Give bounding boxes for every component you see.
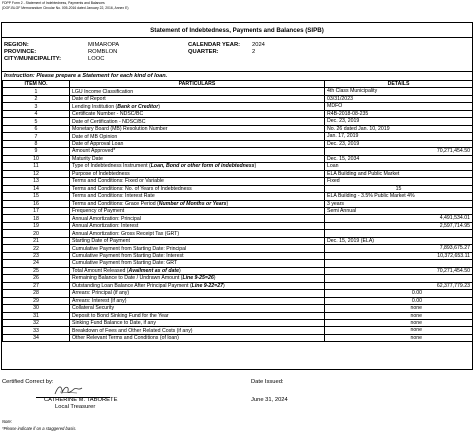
particular-text: Type of Indebtedness Instrument (	[72, 163, 151, 170]
table-row	[3, 133, 473, 140]
detail-cell	[325, 207, 473, 214]
detail-cell	[325, 305, 473, 312]
calendar-year-label: CALENDAR YEAR:	[188, 42, 241, 48]
particular-text: Total Amount Released (	[72, 267, 129, 274]
particular-text: Amount Approved*	[72, 148, 116, 155]
detail-cell	[325, 125, 473, 132]
detail-cell	[325, 200, 473, 207]
table-row	[3, 140, 473, 147]
item-number: 15	[3, 193, 70, 200]
detail-cell	[325, 170, 473, 177]
particular-text: Frequency of Payment	[72, 208, 125, 215]
particular-text: Starting Date of Payment	[72, 238, 130, 245]
detail-value: 0.00	[411, 290, 422, 297]
city-label: CITY/MUNICIPALITY:	[4, 56, 62, 62]
table-row	[3, 290, 473, 297]
table-row	[3, 110, 473, 117]
item-number: 18	[3, 215, 70, 222]
detail-cell	[325, 88, 473, 95]
item-number: 27	[3, 282, 70, 289]
signatory-title: Local Treasurer	[55, 404, 96, 410]
detail-value: 3 years	[327, 200, 345, 207]
particular-text: Lending Institution (	[72, 103, 118, 110]
particular-text: Outstanding Loan Balance After Principal Payment (	[72, 282, 192, 289]
particular-text: LGU Income Classification	[72, 88, 134, 95]
detail-cell	[325, 185, 473, 192]
table-row	[3, 275, 473, 282]
particular-text: Cumulative Payment from Starting Date: GRT	[72, 260, 178, 267]
detail-cell	[325, 95, 473, 102]
particular-cell	[70, 312, 325, 319]
detail-value: R4B-2018-08-235	[327, 110, 369, 117]
particular-cell	[70, 200, 325, 207]
detail-value: MDFO	[327, 103, 343, 110]
particular-cell	[70, 260, 325, 267]
particular-text: Terms and Conditions: Grace Period (	[72, 200, 159, 207]
particular-cell	[70, 252, 325, 259]
item-number: 33	[3, 327, 70, 334]
detail-cell	[325, 215, 473, 222]
detail-cell	[325, 237, 473, 244]
particular-cell	[70, 297, 325, 304]
particular-text: Breakdown of Fees and Other Related Costs (if any)	[72, 327, 193, 334]
particular-tail: )	[222, 282, 225, 289]
signatory-name: CATHERINE M. TABORETE	[44, 397, 118, 403]
table-row	[3, 207, 473, 214]
item-number: 32	[3, 320, 70, 327]
particular-cell	[70, 334, 325, 341]
item-number: 17	[3, 207, 70, 214]
particular-text: Terms and Conditions: Fixed or Variable	[72, 178, 164, 185]
table-row	[3, 267, 473, 274]
item-number: 9	[3, 148, 70, 155]
province-label: PROVINCE:	[4, 49, 37, 55]
particular-cell	[70, 185, 325, 192]
form-title: Statement of Indebtedness, Payments and Balances (SIPB)	[2, 23, 472, 38]
detail-value: Semi Annual	[327, 207, 357, 214]
item-number: 24	[3, 260, 70, 267]
detail-cell	[325, 230, 473, 237]
detail-value: Dec. 15, 2034	[327, 155, 360, 162]
particular-cell	[70, 207, 325, 214]
detail-cell	[325, 320, 473, 327]
particular-tail: )	[226, 200, 229, 207]
city-value: LOOC	[88, 56, 105, 62]
particular-cell	[70, 110, 325, 117]
particular-cell	[70, 327, 325, 334]
particular-cell	[70, 282, 325, 289]
table-row	[3, 148, 473, 155]
particular-emphasis: Loan, Bond or other form of indebtedness	[150, 163, 255, 170]
table-row	[3, 245, 473, 252]
particular-text: Purpose of Indebtedness	[72, 170, 130, 177]
detail-value: Jan. 17, 2019	[327, 133, 359, 140]
particular-cell	[70, 222, 325, 229]
table-row	[3, 125, 473, 132]
particular-text: Maturity Date	[72, 155, 103, 162]
item-number: 25	[3, 267, 70, 274]
detail-cell	[325, 163, 473, 170]
date-issued-value: June 31, 2024	[251, 397, 288, 403]
particular-cell	[70, 163, 325, 170]
particular-text: Date of MB Opinion	[72, 133, 118, 140]
table-row	[3, 260, 473, 267]
detail-value: none	[410, 305, 422, 312]
detail-cell	[325, 178, 473, 185]
table-row	[3, 155, 473, 162]
table-row	[3, 297, 473, 304]
detail-cell	[325, 327, 473, 334]
detail-value: 10,372,653.11	[437, 252, 470, 259]
item-number: 29	[3, 297, 70, 304]
detail-cell	[325, 275, 473, 282]
detail-value: 03/31/2023	[327, 95, 353, 102]
particular-emphasis: Line 9-22=27	[191, 282, 223, 289]
table-row	[3, 88, 473, 95]
detail-cell	[325, 103, 473, 110]
table-row	[3, 200, 473, 207]
detail-value: 62,377,779.23	[436, 282, 470, 289]
detail-cell	[325, 334, 473, 341]
particular-cell	[70, 140, 325, 147]
item-number: 13	[3, 178, 70, 185]
detail-value: 15	[395, 185, 402, 192]
detail-value: 2,597,714.95	[439, 222, 470, 229]
particular-tail: )	[158, 103, 160, 110]
particular-tail: )	[178, 267, 181, 274]
signature-mark	[52, 383, 86, 397]
detail-cell	[325, 260, 473, 267]
particular-text: Cumulative Payment from Starting Date: Interest	[72, 253, 184, 260]
quarter-value: 2	[252, 49, 256, 55]
particular-tail: )	[254, 163, 257, 170]
particular-cell	[70, 148, 325, 155]
detail-cell	[325, 282, 473, 289]
particular-text: Collateral Security	[72, 305, 115, 312]
detail-value: 4,491,534.01	[439, 215, 470, 222]
detail-cell	[325, 245, 473, 252]
detail-cell	[325, 297, 473, 304]
table-row	[3, 215, 473, 222]
item-number: 31	[3, 312, 70, 319]
particular-cell	[70, 193, 325, 200]
item-number: 3	[3, 103, 70, 110]
particular-cell	[70, 237, 325, 244]
particular-cell	[70, 305, 325, 312]
item-number: 14	[3, 185, 70, 192]
detail-value: Fixed	[327, 178, 340, 185]
note-text: *Please indicate if on a staggered basis.	[2, 426, 77, 431]
table-row	[3, 95, 473, 102]
detail-value: none	[410, 327, 422, 334]
table-row	[3, 237, 473, 244]
item-number: 23	[3, 252, 70, 259]
item-number: 16	[3, 200, 70, 207]
item-number: 28	[3, 290, 70, 297]
sipb-form	[1, 22, 473, 370]
particular-cell	[70, 178, 325, 185]
date-issued-label: Date Issued:	[251, 379, 284, 385]
province-value: ROMBLON	[88, 49, 118, 55]
table-row	[3, 222, 473, 229]
particular-text: Annual Amortization: Interest	[72, 223, 139, 230]
detail-value: 4th Class Municipality	[327, 88, 378, 95]
table-row	[3, 185, 473, 192]
detail-cell	[325, 290, 473, 297]
detail-cell	[325, 140, 473, 147]
table-row	[3, 170, 473, 177]
table-row	[3, 103, 473, 110]
particular-text: Terms and Conditions: No. of Years of Indebtedness	[72, 185, 192, 192]
item-number: 1	[3, 88, 70, 95]
detail-value: No. 26 dated Jan. 10, 2019	[327, 125, 390, 132]
item-number: 4	[3, 110, 70, 117]
particular-text: Annual Amortization: Gross Receipt Tax (GRT)	[72, 230, 180, 237]
table-row	[3, 320, 473, 327]
particular-text: Date of Certification - NDSC/BC	[72, 118, 146, 125]
instruction-text: Instruction: Please prepare a Statement for each kind of loan.	[2, 71, 472, 80]
table-row	[3, 230, 473, 237]
detail-cell	[325, 222, 473, 229]
detail-value: Loan	[327, 163, 339, 170]
particular-text: Terms and Conditions: Interest Rate	[72, 193, 155, 200]
table-row	[3, 178, 473, 185]
particular-cell	[70, 290, 325, 297]
col-header-item-no: ITEM NO.	[3, 81, 70, 88]
col-header-details: DETAILS	[325, 81, 473, 88]
region-value: MIMAROPA	[88, 42, 120, 48]
table-header-row	[3, 81, 473, 88]
particular-cell	[70, 133, 325, 140]
particular-text: Arrears: Principal (if any)	[72, 290, 130, 297]
detail-cell	[325, 118, 473, 125]
detail-value: 7,893,675.27	[439, 245, 470, 252]
particular-text: Certificate Number - NDSC/BC	[72, 111, 144, 118]
particular-cell	[70, 155, 325, 162]
col-header-particulars: PARTICULARS	[70, 81, 325, 88]
table-row	[3, 305, 473, 312]
item-number: 34	[3, 334, 70, 341]
item-number: 11	[3, 163, 70, 170]
detail-value: Dec. 15, 2019 (ELA)	[327, 237, 375, 244]
detail-value: 0.00	[411, 297, 422, 304]
particular-text: Date of Approval Loan	[72, 140, 124, 147]
table-row	[3, 163, 473, 170]
item-number: 22	[3, 245, 70, 252]
form-code-note: FDPP Form 2 - Statement of Indebtedness, Payments and Balances	[2, 1, 105, 5]
detail-value: ELA Building and Public Market	[327, 170, 400, 177]
particular-text: Monetary Board (MB) Resolution Number	[72, 126, 168, 133]
region-label: REGION:	[4, 42, 29, 48]
table-row	[3, 193, 473, 200]
particular-cell	[70, 170, 325, 177]
circular-reference-note: (DOF-BLGF Memorandum Circular No. 005-2016 dated January 22, 2016, Annex E)	[2, 6, 129, 10]
particular-text: Other Relevant Terms and Conditions (of loan)	[72, 335, 179, 342]
detail-cell	[325, 267, 473, 274]
item-number: 12	[3, 170, 70, 177]
particular-cell	[70, 215, 325, 222]
detail-cell	[325, 252, 473, 259]
particular-text: Arrears: Interest (if any)	[72, 297, 127, 304]
detail-value: Dec. 23, 2019	[327, 118, 360, 125]
table-row	[3, 252, 473, 259]
detail-value: 70,271,454.50	[436, 148, 470, 155]
calendar-year-value: 2024	[252, 42, 265, 48]
particular-cell	[70, 88, 325, 95]
particular-text: Cumulative Payment from Starting Date: Principal	[72, 245, 187, 252]
item-number: 6	[3, 125, 70, 132]
particular-cell	[70, 245, 325, 252]
item-number: 10	[3, 155, 70, 162]
particular-cell	[70, 230, 325, 237]
item-number: 21	[3, 237, 70, 244]
item-number: 7	[3, 133, 70, 140]
detail-value: Dec. 23, 2019	[327, 140, 360, 147]
detail-value: none	[410, 320, 422, 326]
table-row	[3, 327, 473, 334]
note-label: Note:	[2, 419, 13, 424]
item-number: 19	[3, 222, 70, 229]
detail-value: none	[410, 334, 422, 341]
item-number: 26	[3, 275, 70, 282]
particular-emphasis: Availment as of date	[128, 267, 179, 274]
item-number: 5	[3, 118, 70, 125]
particular-text: Date of Report	[72, 96, 106, 103]
particular-cell	[70, 320, 325, 327]
detail-cell	[325, 312, 473, 319]
particular-tail: )	[213, 275, 216, 282]
item-number: 20	[3, 230, 70, 237]
item-number: 30	[3, 305, 70, 312]
sipb-table	[2, 80, 473, 342]
particular-emphasis: Bank or Creditor	[117, 103, 159, 110]
particular-cell	[70, 95, 325, 102]
detail-cell	[325, 193, 473, 200]
detail-cell	[325, 110, 473, 117]
particular-text: Sinking Fund Balance to Date, if any	[72, 320, 156, 327]
particular-emphasis: Line 9-25=26	[182, 275, 214, 282]
item-number: 8	[3, 140, 70, 147]
particular-cell	[70, 118, 325, 125]
table-row	[3, 334, 473, 341]
detail-cell	[325, 148, 473, 155]
particular-cell	[70, 125, 325, 132]
particular-cell	[70, 267, 325, 274]
particular-cell	[70, 103, 325, 110]
detail-value: 70,271,454.50	[436, 267, 470, 274]
particular-text: Deposit to Bond Sinking Fund for the Year	[72, 312, 169, 319]
particular-emphasis: Number of Months or Years	[158, 200, 227, 207]
particular-text: Remaining Balance to Date / Undrawn Amount (	[72, 275, 183, 282]
detail-cell	[325, 133, 473, 140]
particular-text: Annual Amortization: Principal	[72, 215, 141, 222]
detail-value: ELA Building - 3.5% Public Market 4%	[327, 193, 415, 200]
detail-cell	[325, 155, 473, 162]
quarter-label: QUARTER:	[188, 49, 219, 55]
item-number: 2	[3, 95, 70, 102]
certified-label: Certified Correct by:	[2, 379, 54, 385]
table-row	[3, 312, 473, 319]
table-row	[3, 282, 473, 289]
detail-value: none	[410, 312, 422, 319]
particular-cell	[70, 275, 325, 282]
table-row	[3, 118, 473, 125]
